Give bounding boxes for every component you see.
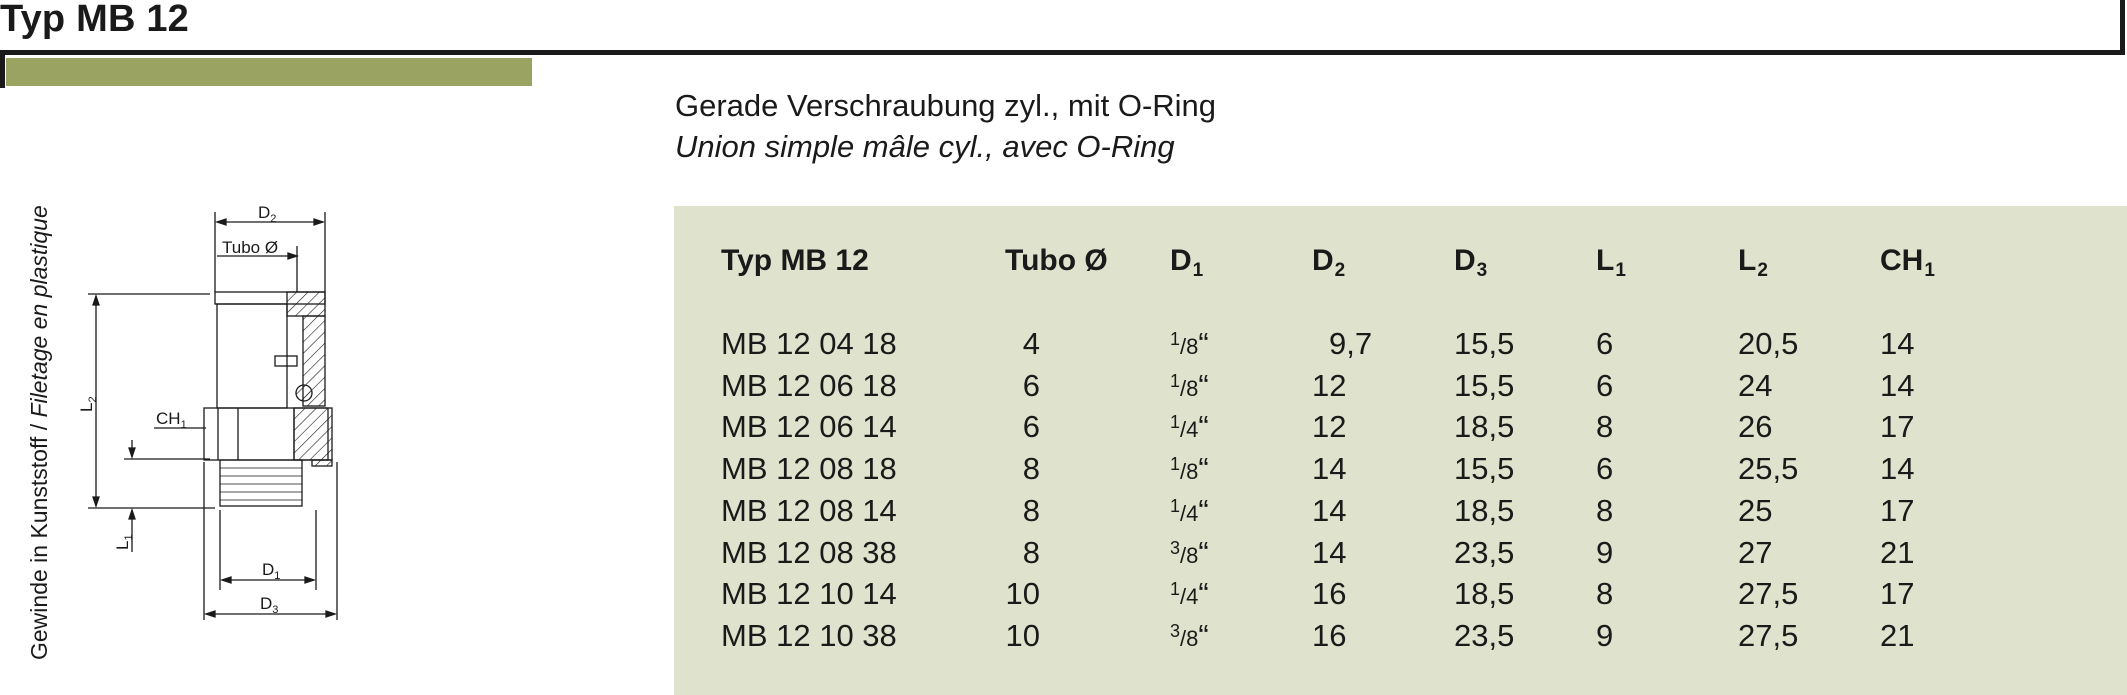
cell-l2: 25 (1738, 492, 1773, 528)
cell-l1: 8 (1596, 492, 1614, 528)
cell-code: MB 12 08 18 (721, 451, 897, 487)
cell-ch1: 14 (1880, 367, 1915, 403)
cell-l2: 24 (1738, 367, 1773, 403)
cell-ch1: 14 (1880, 326, 1915, 361)
cell-ch1: 17 (1880, 576, 1915, 612)
cell-code: MB 12 08 14 (721, 492, 897, 528)
cell-ch1: 21 (1880, 534, 1915, 570)
drawing-label-ch1: $CH_1$ (156, 409, 187, 431)
cell-d3: 23,5 (1454, 534, 1515, 570)
cell-l1: 9 (1596, 534, 1614, 570)
description-german: Gerade Verschraubung zyl., mit O-Ring (675, 88, 1217, 123)
cell-ch1: 17 (1880, 492, 1915, 528)
cell-d3: 15,5 (1454, 326, 1515, 361)
cell-d1-thread: $^1$/8“ (1170, 367, 1209, 403)
cell-code: MB 12 10 38 (721, 617, 897, 653)
fitting-technical-drawing (0, 200, 350, 640)
cell-d2: 16 (1312, 576, 1347, 612)
cell-l2: 26 (1738, 409, 1773, 445)
cell-d3: 15,5 (1454, 367, 1515, 403)
cell-d1-thread: $^3$/8“ (1170, 534, 1209, 570)
cell-code: MB 12 06 14 (721, 409, 897, 445)
cell-code: MB 12 08 38 (721, 534, 897, 570)
cell-d2: 12 (1312, 409, 1347, 445)
drawing-label-d3: $D_3$ (260, 594, 279, 616)
cell-tubo: 8 (1022, 534, 1040, 570)
drawing-label-l1: $L_1$ (113, 534, 135, 550)
column-header-l2: $L_2$ (1738, 244, 1768, 281)
cell-d3: 15,5 (1454, 451, 1515, 487)
cell-d3: 18,5 (1454, 492, 1515, 528)
page-title: Typ MB 12 (0, 0, 190, 40)
cell-l1: 6 (1596, 367, 1614, 403)
cell-tubo: 6 (1022, 367, 1040, 403)
cell-l1: 6 (1596, 326, 1614, 361)
side-caption-fr: Filetage en plastique (26, 205, 52, 418)
cell-ch1: 21 (1880, 617, 1915, 653)
column-header-d1: $D_1$ (1170, 244, 1204, 281)
cell-d1-thread: $^3$/8“ (1170, 617, 1209, 653)
cell-tubo: 8 (1022, 451, 1040, 487)
drawing-label-d2: $D_2$ (258, 203, 277, 225)
drawing-label-tube: Tubo Ø (222, 238, 279, 257)
cell-code: MB 12 04 18 (721, 326, 897, 361)
header-rule (0, 50, 2124, 55)
column-header-l1: $L_1$ (1596, 244, 1626, 281)
header-rule-left-tick (0, 50, 5, 88)
cell-d2: 12 (1312, 367, 1347, 403)
header-rule-right-tick (2120, 0, 2125, 55)
column-header-d2: $D_2$ (1312, 244, 1346, 281)
column-header-typ: Typ MB 12 (721, 244, 869, 277)
accent-bar (6, 58, 532, 86)
cell-l1: 8 (1596, 409, 1614, 445)
description-french: Union simple mâle cyl., avec O-Ring (675, 129, 1175, 164)
cell-d3: 18,5 (1454, 576, 1515, 612)
cell-d2: 9,7 (1329, 326, 1373, 361)
cell-code: MB 12 06 18 (721, 367, 897, 403)
cell-l1: 9 (1596, 617, 1614, 653)
cell-l1: 6 (1596, 451, 1614, 487)
cell-l2: 27,5 (1738, 617, 1799, 653)
cell-d3: 18,5 (1454, 409, 1515, 445)
cell-d2: 14 (1312, 534, 1347, 570)
cell-tubo: 6 (1022, 409, 1040, 445)
cell-d2: 14 (1312, 451, 1347, 487)
cell-d1-thread: $^1$/8“ (1170, 451, 1209, 487)
cell-tubo: 10 (1005, 576, 1040, 612)
cell-l2: 20,5 (1738, 326, 1799, 361)
cell-l2: 25,5 (1738, 451, 1799, 487)
cell-tubo: 4 (1022, 326, 1040, 361)
cell-tubo: 10 (1005, 617, 1040, 653)
cell-d2: 16 (1312, 617, 1347, 653)
cell-d1-thread: $^1$/4“ (1170, 492, 1209, 528)
column-header-ch1: $CH_1$ (1880, 244, 1935, 281)
cell-ch1: 14 (1880, 451, 1915, 487)
cell-code: MB 12 10 14 (721, 576, 897, 612)
cell-l2: 27,5 (1738, 576, 1799, 612)
cell-d1-thread: $^1$/8“ (1170, 326, 1209, 361)
side-caption-de: Gewinde in Kunststoff (26, 436, 52, 660)
column-header-tubo: Tubo Ø (1005, 244, 1108, 277)
cell-d1-thread: $^1$/4“ (1170, 409, 1209, 445)
cell-tubo: 8 (1022, 492, 1040, 528)
side-caption-separator: / (26, 417, 52, 437)
cell-d1-thread: $^1$/4“ (1170, 576, 1209, 612)
drawing-label-l2: $L_2$ (77, 396, 99, 412)
cell-d2: 14 (1312, 492, 1347, 528)
column-header-d3: $D_3$ (1454, 244, 1488, 281)
cell-ch1: 17 (1880, 409, 1915, 445)
cell-d3: 23,5 (1454, 617, 1515, 653)
cell-l1: 8 (1596, 576, 1614, 612)
drawing-label-d1: $D_1$ (262, 560, 281, 582)
cell-l2: 27 (1738, 534, 1773, 570)
